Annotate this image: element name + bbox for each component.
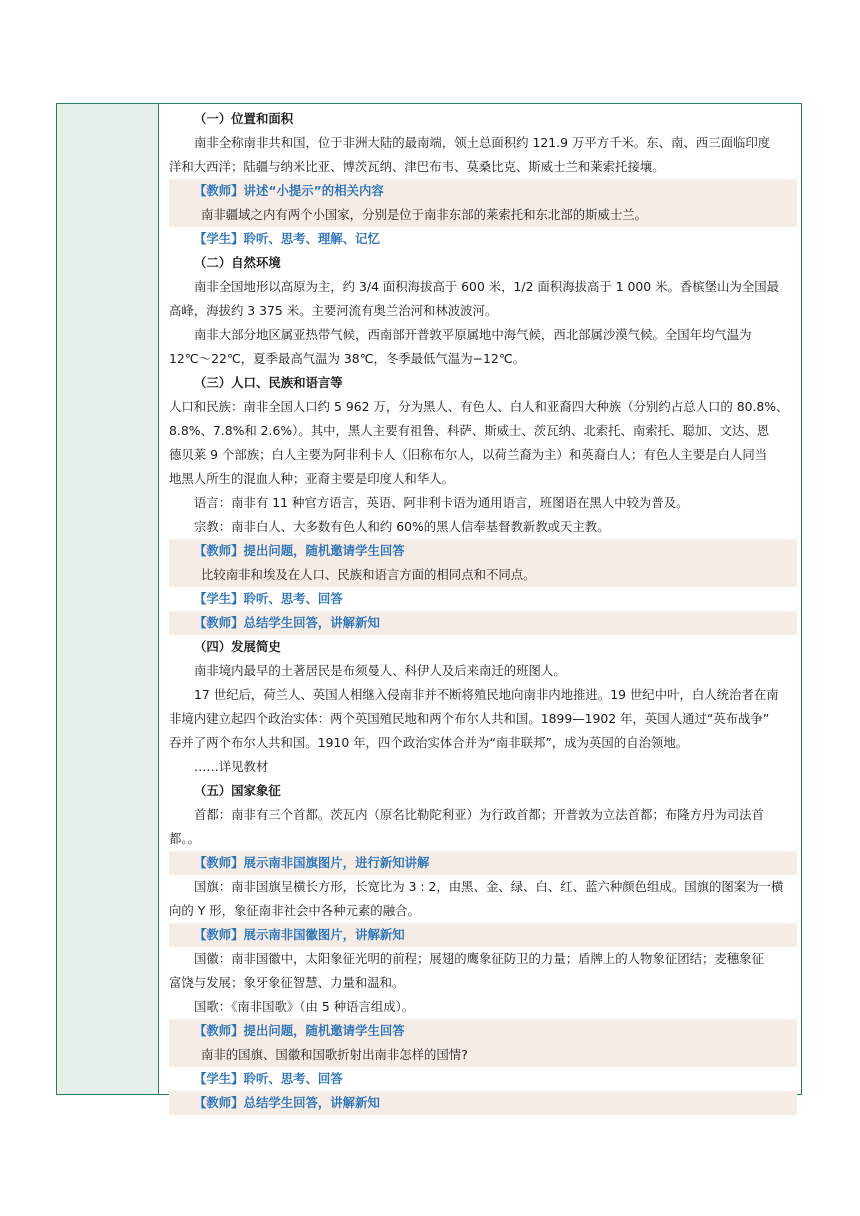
paragraph-line: 南非疆域之内有两个小国家，分别是位于南非东部的莱索托和东北部的斯威士兰。 [169, 203, 797, 227]
section-heading: （一）位置和面积 [194, 111, 294, 126]
section-heading: （五）国家象征 [194, 783, 281, 798]
paragraph-line: 吞并了两个布尔人共和国。1910 年，四个政治实体合并为“南非联邦”，成为英国的自治领地。 [169, 735, 689, 750]
paragraph-line: 南非的国旗、国徽和国歌折射出南非怎样的国情? [169, 1043, 797, 1067]
teacher-note: 【教师】提出问题，随机邀请学生回答 [169, 1019, 797, 1043]
section-heading: （二）自然环境 [194, 255, 281, 270]
paragraph-line: 南非全称南非共和国，位于非洲大陆的最南端，领土总面积约 121.9 万平方千米。东、南、西三面临印度 [194, 135, 771, 150]
student-note: 【学生】聆听、思考、回答 [194, 591, 343, 606]
paragraph-line: 向的 Y 形，象征南非社会中各种元素的融合。 [169, 903, 420, 918]
left-column [57, 104, 159, 1094]
paragraph-line: 都。。 [169, 831, 200, 846]
paragraph-line: 比较南非和埃及在人口、民族和语言方面的相同点和不同点。 [169, 563, 797, 587]
paragraph-line: 高峰，海拔约 3 375 米。主要河流有奥兰治河和林波波河。 [169, 303, 498, 318]
student-note: 【学生】聆听、思考、理解、记忆 [194, 231, 380, 246]
paragraph-line: 南非全国地形以高原为主，约 3/4 面积海拔高于 600 米，1/2 面积海拔高于 1 000 米。香槟堡山为全国最 [194, 279, 780, 294]
paragraph-line: 17 世纪后，荷兰人、英国人相继入侵南非并不断将殖民地向南非内地推进。19 世纪中叶，白人统治者在南 [194, 687, 779, 702]
lesson-table [56, 103, 802, 1110]
section-heading: （三）人口、民族和语言等 [194, 375, 343, 390]
paragraph-line: 语言：南非有 11 种官方语言，英语、阿非利卡语为通用语言，班图语在黑人中较为普及。 [194, 495, 689, 510]
paragraph-line: 国歌：《南非国歌》（由 5 种语言组成）。 [194, 999, 415, 1014]
paragraph-line: 地黑人所生的混血人种；亚裔主要是印度人和华人。 [169, 471, 454, 486]
teacher-note: 【教师】展示南非国徽图片，讲解新知 [169, 923, 797, 947]
paragraph-line: 宗教：南非白人、大多数有色人和约 60%的黑人信奉基督教新教或天主教。 [194, 519, 610, 534]
paragraph-line: ……详见教材 [194, 759, 269, 774]
teacher-note: 【教师】讲述“小提示”的相关内容 [169, 179, 797, 203]
lesson-content [159, 104, 801, 1110]
paragraph-line: 国旗：南非国旗呈横长方形，长宽比为 3 : 2，由黑、金、绿、白、红、蓝六种颜色组成。国旗的图案为一横 [194, 879, 784, 894]
teacher-note: 【教师】总结学生回答，讲解新知 [169, 1091, 797, 1115]
paragraph-line: 非境内建立起四个政治实体：两个英国殖民地和两个布尔人共和国。1899—1902 年，英国人通过“英布战争” [169, 711, 770, 726]
teacher-note: 【教师】提出问题，随机邀请学生回答 [169, 539, 797, 563]
paragraph-line: 南非大部分地区属亚热带气候，西南部开普敦平原属地中海气候，西北部属沙漠气候。全国年均气温为 [194, 327, 752, 342]
teacher-note: 【教师】展示南非国旗图片，进行新知讲解 [169, 851, 797, 875]
section-heading: （四）发展简史 [194, 639, 281, 654]
paragraph-line: 首都：南非有三个首都。茨瓦内（原名比勒陀利亚）为行政首都；开普敦为立法首都；布隆方丹为司法首 [194, 807, 764, 822]
teacher-note: 【教师】总结学生回答，讲解新知 [169, 611, 797, 635]
paragraph-line: 国徽：南非国徽中，太阳象征光明的前程；展翅的鹰象征防卫的力量；盾牌上的人物象征团结；麦穗象征 [194, 951, 764, 966]
paragraph-line: 洋和大西洋；陆疆与纳米比亚、博茨瓦纳、津巴布韦、莫桑比克、斯威士兰和莱索托接壤。 [169, 159, 665, 174]
student-note: 【学生】聆听、思考、回答 [194, 1071, 343, 1086]
paragraph-line: 南非境内最早的土著居民是布须曼人、科伊人及后来南迁的班图人。 [194, 663, 566, 678]
paragraph-line: 12℃～22℃，夏季最高气温为 38℃，冬季最低气温为−12℃。 [169, 351, 526, 366]
paragraph-line: 人口和民族：南非全国人口约 5 962 万，分为黑人、有色人、白人和亚裔四大种族（分别约占总人口的 80.8%、 [169, 399, 789, 414]
paragraph-line: 8.8%、7.8%和 2.6%）。其中，黑人主要有祖鲁、科萨、斯威士、茨瓦纳、北索托、南索托、聪加、文达、恩 [169, 423, 770, 438]
paragraph-line: 富饶与发展；象牙象征智慧、力量和温和。 [169, 975, 405, 990]
paragraph-line: 德贝莱 9 个部族；白人主要为阿非利卡人（旧称布尔人，以荷兰裔为主）和英裔白人；有色人主要是白人同当 [169, 447, 768, 462]
